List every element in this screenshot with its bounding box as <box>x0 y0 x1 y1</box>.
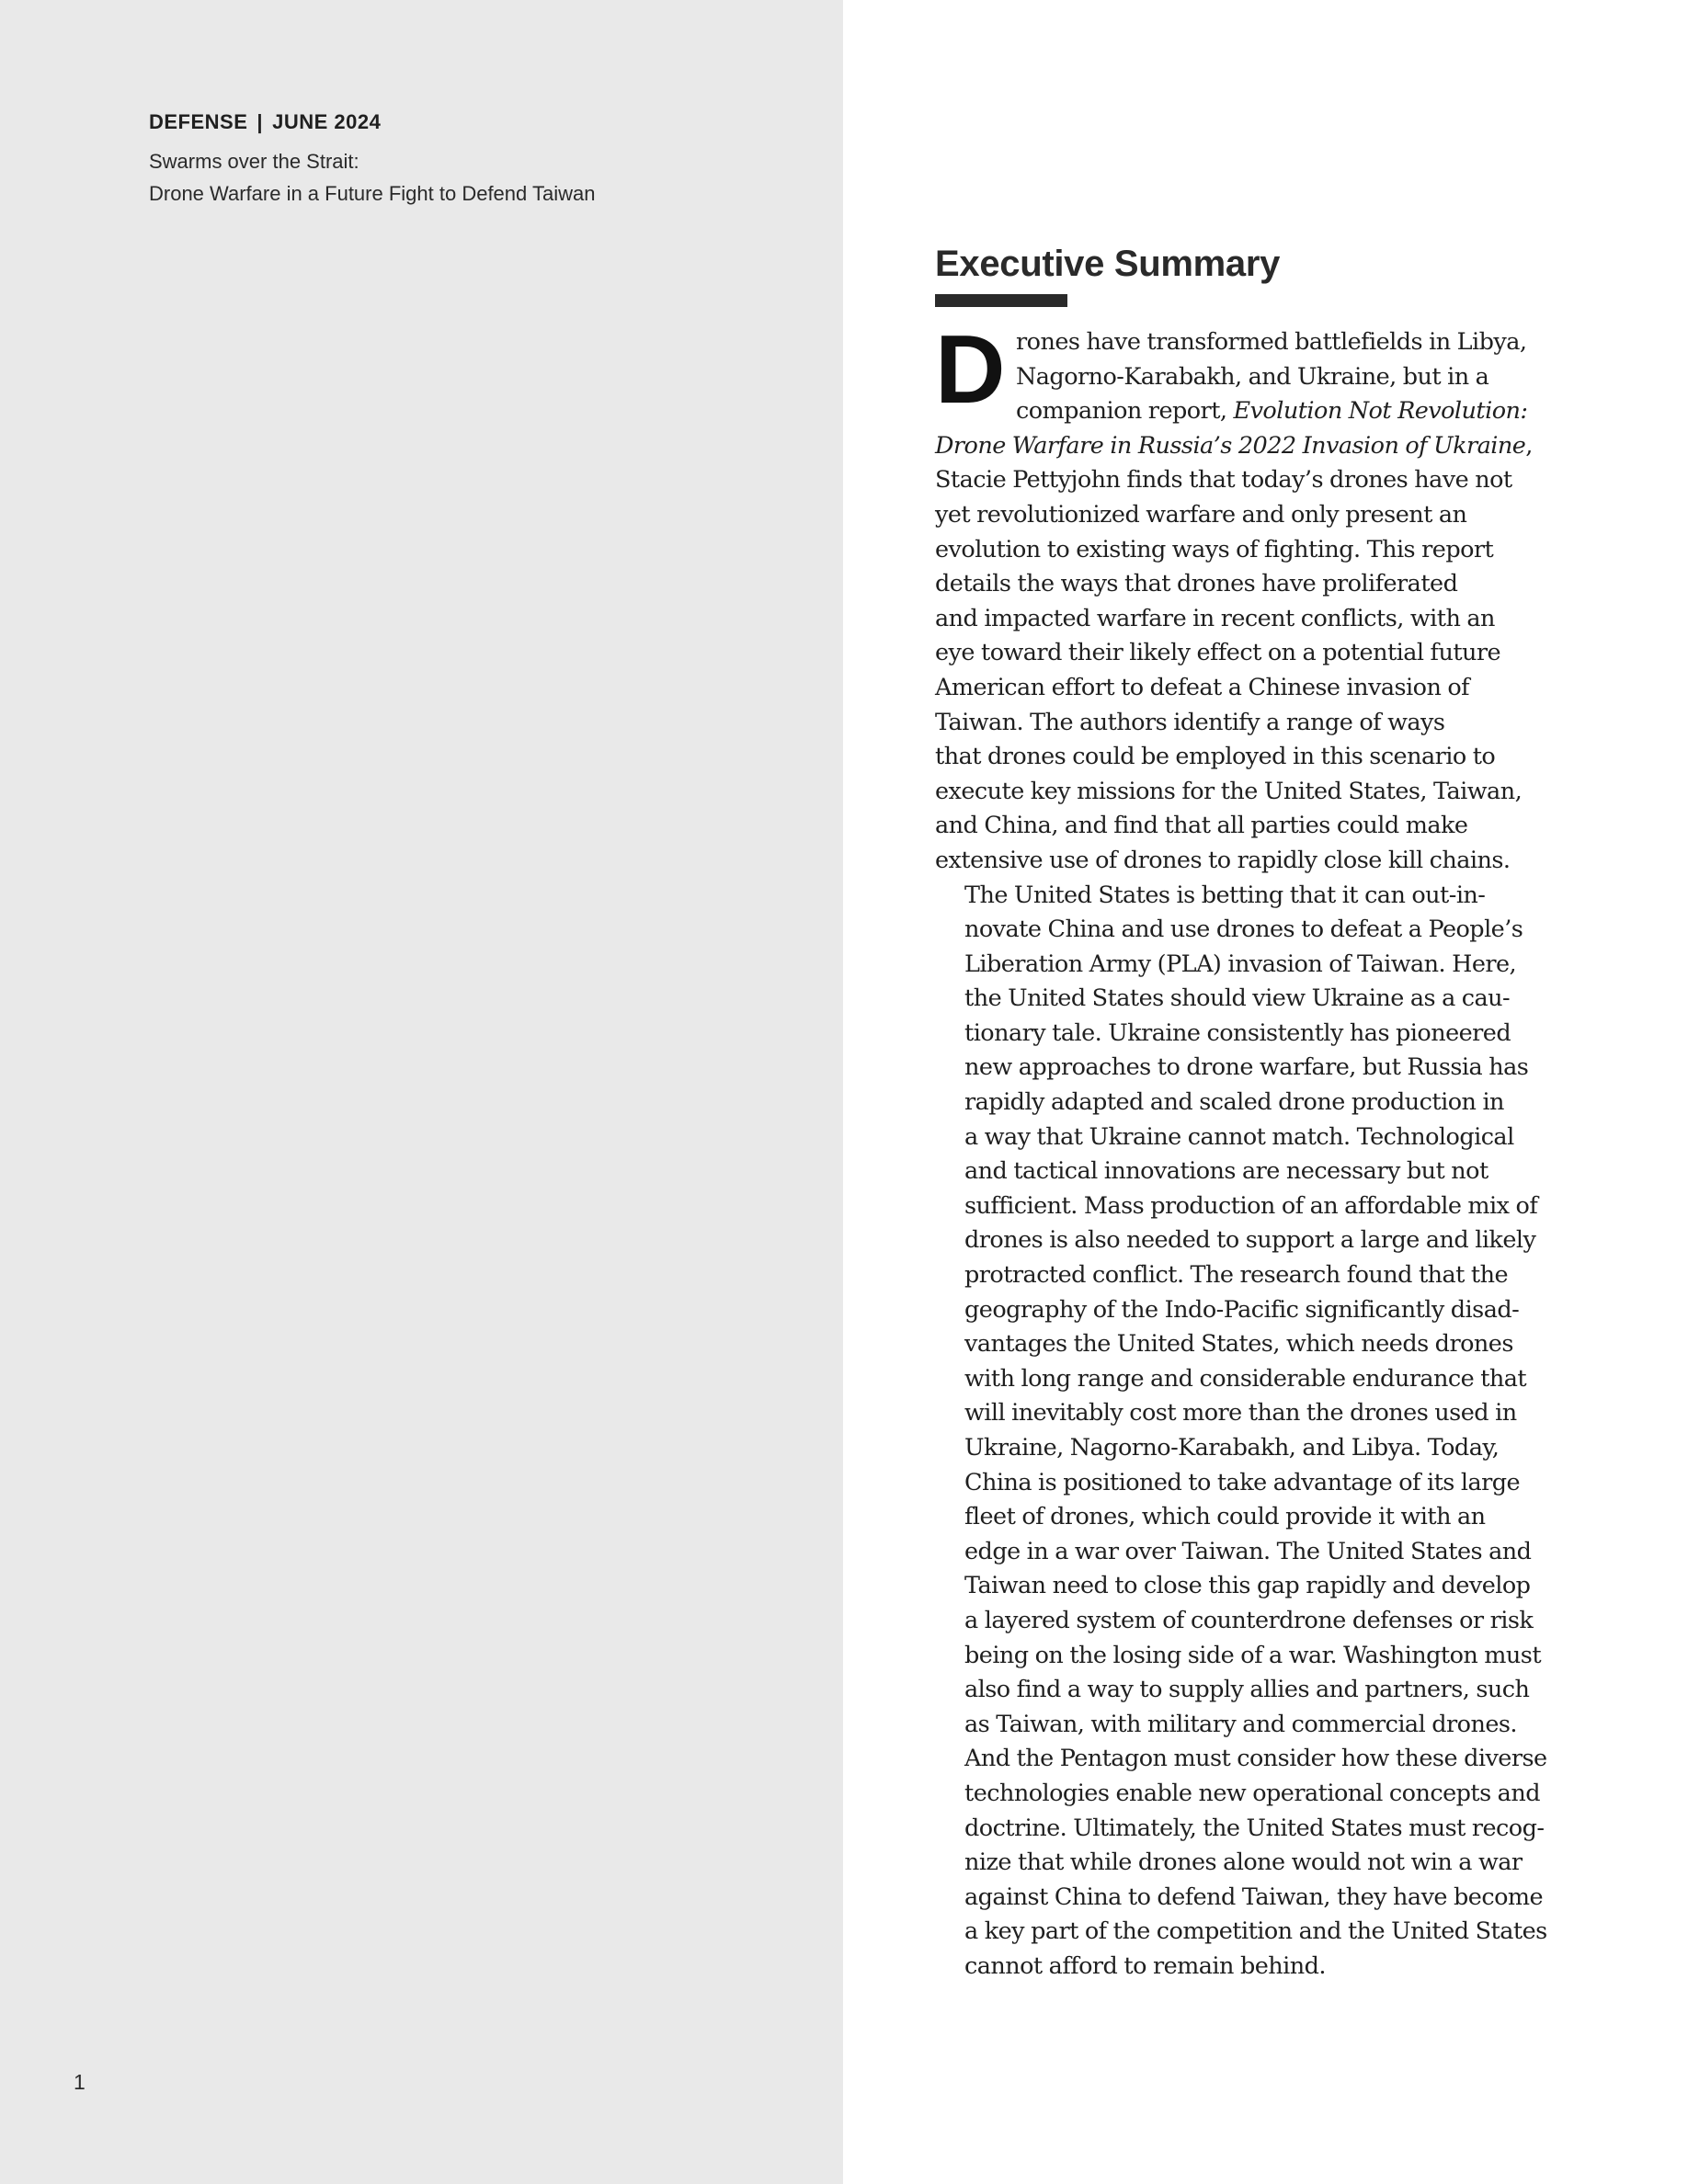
text-line: drones is also needed to support a large and likely <box>964 1226 1536 1255</box>
text-segment: , <box>1525 431 1533 460</box>
text-line: The United States is betting that it can out-in- <box>964 881 1486 909</box>
text-line: rapidly adapted and scaled drone production in <box>964 1088 1504 1117</box>
text-line: cannot afford to remain behind. <box>964 1951 1326 1980</box>
text-line: a layered system of counterdrone defenses or risk <box>964 1606 1534 1634</box>
main-content <box>935 241 1547 1985</box>
text-line: and China, and find that all parties could make <box>935 812 1468 840</box>
text-line: China is positioned to take advantage of its large <box>964 1468 1521 1496</box>
text-line: a way that Ukraine cannot match. Technological <box>964 1122 1514 1151</box>
text-line: against China to defend Taiwan, they have become <box>964 1883 1544 1911</box>
text-line: protracted conflict. The research found that the <box>964 1261 1509 1290</box>
text-line: And the Pentagon must consider how these diverse <box>964 1745 1547 1773</box>
text-line: new approaches to drone warfare, but Russia has <box>964 1053 1529 1082</box>
companion-report-title: Drone Warfare in Russia’s 2022 Invasion of Ukraine <box>935 431 1526 460</box>
running-head <box>149 107 595 210</box>
text-line: rones have transformed battlefields in Libya, <box>1016 328 1527 356</box>
heading-rule <box>935 294 1067 307</box>
text-line <box>935 429 1542 464</box>
text-line: Stacie Pettyjohn finds that today’s drones have not <box>935 466 1512 495</box>
text-line: will inevitably cost more than the drones used in <box>964 1399 1517 1428</box>
text-line: and tactical innovations are necessary but not <box>964 1157 1488 1186</box>
text-line: with long range and considerable endurance that <box>964 1364 1527 1393</box>
text-line: Nagorno-Karabakh, and Ukraine, but in a <box>1016 362 1489 391</box>
text-line: American effort to defeat a Chinese invasion of <box>935 673 1470 701</box>
text-line: as Taiwan, with military and commercial drones. <box>964 1710 1517 1738</box>
text-line: tionary tale. Ukraine consistently has pioneered <box>964 1018 1511 1047</box>
text-line: being on the losing side of a war. Washington must <box>964 1641 1542 1669</box>
text-line: doctrine. Ultimately, the United States must recog- <box>964 1814 1545 1842</box>
left-sidebar-panel <box>0 0 843 2184</box>
text-line: details the ways that drones have proliferated <box>935 570 1458 598</box>
publication-date: JUNE 2024 <box>272 110 382 133</box>
report-title-line: Drone Warfare in a Future Fight to Defend Taiwan <box>149 182 596 205</box>
report-title-line: Swarms over the Strait: <box>149 150 359 173</box>
text-line: Taiwan need to close this gap rapidly and develop <box>964 1572 1531 1600</box>
text-line: geography of the Indo-Pacific significantly disad- <box>964 1295 1520 1324</box>
section-heading: Executive Summary <box>935 244 1281 284</box>
text-line: vantages the United States, which needs drones <box>964 1330 1513 1359</box>
text-line: evolution to existing ways of fighting. This report <box>935 535 1494 563</box>
page-number: 1 <box>74 2070 86 2094</box>
text-line: yet revolutionized warfare and only present an <box>935 500 1467 529</box>
text-line: Taiwan. The authors identify a range of ways <box>935 708 1445 736</box>
text-line: execute key missions for the United States, Taiwan, <box>935 777 1523 805</box>
text-line: technologies enable new operational concepts and <box>964 1779 1540 1807</box>
text-line: a key part of the competition and the United States <box>964 1917 1547 1946</box>
text-line: eye toward their likely effect on a potential future <box>935 639 1501 667</box>
text-segment: companion report, <box>1016 397 1234 426</box>
text-line: Ukraine, Nagorno-Karabakh, and Libya. Today, <box>964 1434 1500 1462</box>
report-title <box>149 145 595 210</box>
section-kicker <box>149 107 595 138</box>
companion-report-title: Evolution Not Revolution: <box>1233 397 1528 426</box>
text-line: and impacted warfare in recent conflicts, with an <box>935 604 1495 632</box>
text-line: Liberation Army (PLA) invasion of Taiwan. Here, <box>964 950 1517 978</box>
text-line: that drones could be employed in this scenario to <box>935 743 1496 771</box>
text-line: edge in a war over Taiwan. The United States and <box>964 1537 1532 1565</box>
drop-cap: D <box>935 315 1005 424</box>
text-line: also find a way to supply allies and partners, such <box>964 1676 1530 1704</box>
text-line: nize that while drones alone would not win a war <box>964 1848 1523 1877</box>
text-line <box>935 394 1542 429</box>
text-line: novate China and use drones to defeat a People’s <box>964 916 1523 944</box>
text-line: sufficient. Mass production of an affordable mix of <box>964 1191 1538 1220</box>
text-line: the United States should view Ukraine as a cau- <box>964 984 1511 1013</box>
text-line: extensive use of drones to rapidly close kill chains. <box>935 846 1511 874</box>
section-label: DEFENSE <box>149 110 248 133</box>
text-line: fleet of drones, which could provide it with an <box>964 1503 1486 1531</box>
summary-paragraph-1 <box>935 315 1542 879</box>
kicker-separator: | <box>257 110 264 133</box>
summary-paragraph-2 <box>935 879 1547 1985</box>
